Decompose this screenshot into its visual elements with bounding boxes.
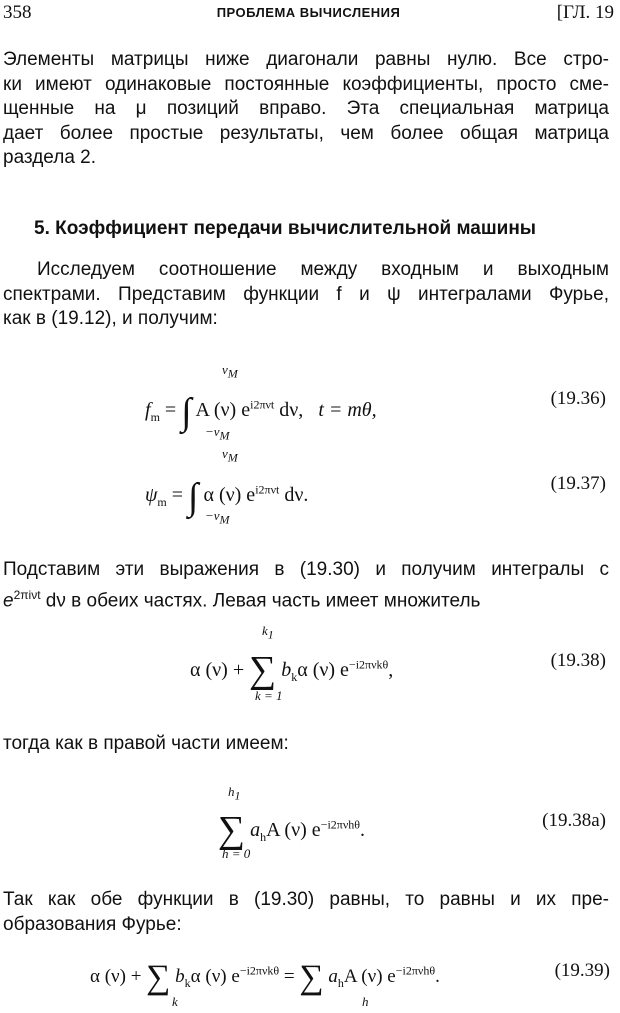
text-line: спектрами. Представим функции f и ψ интегралами Фурье, [3, 283, 609, 305]
text-line: Так как обе функции в (19.30) равны, то равны и их пре- [3, 889, 609, 910]
text-line: как в (19.12), и получим: [3, 308, 218, 329]
text-line: Элементы матрицы ниже диагонали равны нулю. Все стро- [3, 49, 609, 70]
page-number: 358 [3, 2, 32, 23]
paragraph-matrix [3, 48, 609, 171]
integral-lower-limit: $-\nu_M$ [205, 424, 230, 443]
text-line: образования Фурье: [3, 913, 182, 935]
text-line: ки имеют одинаковые постоянные коэффициенты, просто сме- [3, 73, 609, 95]
sum1-index: k [172, 994, 178, 1009]
equation-number: (19.38) [550, 650, 606, 671]
sum-lower-limit: h = 0 [222, 846, 251, 861]
section-heading: 5. Коэффициент передачи вычислительной машины [34, 218, 537, 239]
equation-number: (19.37) [550, 473, 606, 494]
sum-upper-limit: $h_1$ [228, 784, 241, 803]
equation-number: (19.39) [554, 960, 610, 981]
chapter-label: [ГЛ. 19 [556, 2, 614, 23]
sum-upper-limit: $k_1$ [262, 623, 274, 642]
equation-body: α (ν) + ∑ $b_k\alpha$ (ν) $e^{-i2\pi\nu k\theta}$, [190, 649, 394, 691]
paragraph-fourier [3, 888, 609, 937]
integral-upper-limit: $\nu_M$ [222, 362, 238, 381]
integral-lower-limit: $-\nu_M$ [205, 508, 230, 527]
sum2-index: h [362, 994, 369, 1009]
text-line: щенные на μ позиций вправо. Эта специальная матрица [3, 98, 609, 119]
equation-body: ∑ $a_hA$ (ν) $e^{-i2\pi\nu h\theta}$. [218, 809, 366, 851]
text-line: тогда как в правой части имеем: [3, 733, 289, 754]
page-header [3, 2, 614, 26]
paragraph-right-side [3, 732, 609, 757]
sum-lower-limit: k = 1 [255, 688, 283, 703]
text-line: Подставим эти выражения в (19.30) и получим интегралы с [3, 559, 609, 580]
equation-body: α (ν) + ∑ $b_k\alpha$ (ν) $e^{-i2\pi\nu k\theta}$ = ∑ $a_hA$ (ν) $e^{-i2\pi\nu h\theta}$. [90, 959, 440, 996]
text-line: раздела 2. [3, 147, 97, 168]
text-line: дает более простые результаты, чем более общая матрица [3, 122, 609, 144]
text-line: Исследуем соотношение между входным и выходным [37, 259, 609, 280]
equation-body: $f_m$ = ∫ A (ν) $e^{i2\pi\nu t}$ dν, t = mθ, [145, 391, 377, 433]
integral-upper-limit: $\nu_M$ [222, 446, 238, 465]
text-line: $e^{2\pi i\nu t}$ dν в обеих частях. Левая часть имеет множитель [3, 587, 481, 611]
equation-body: $\psi_m$ = ∫ α (ν) $e^{i2\pi\nu t}$ dν. [145, 476, 309, 518]
paragraph-spectra [3, 258, 609, 332]
equation-number: (19.38a) [542, 810, 606, 831]
paragraph-substitute [3, 558, 609, 613]
equation-number: (19.36) [550, 388, 606, 409]
running-title: ПРОБЛЕМА ВЫЧИСЛЕНИЯ [216, 5, 401, 20]
